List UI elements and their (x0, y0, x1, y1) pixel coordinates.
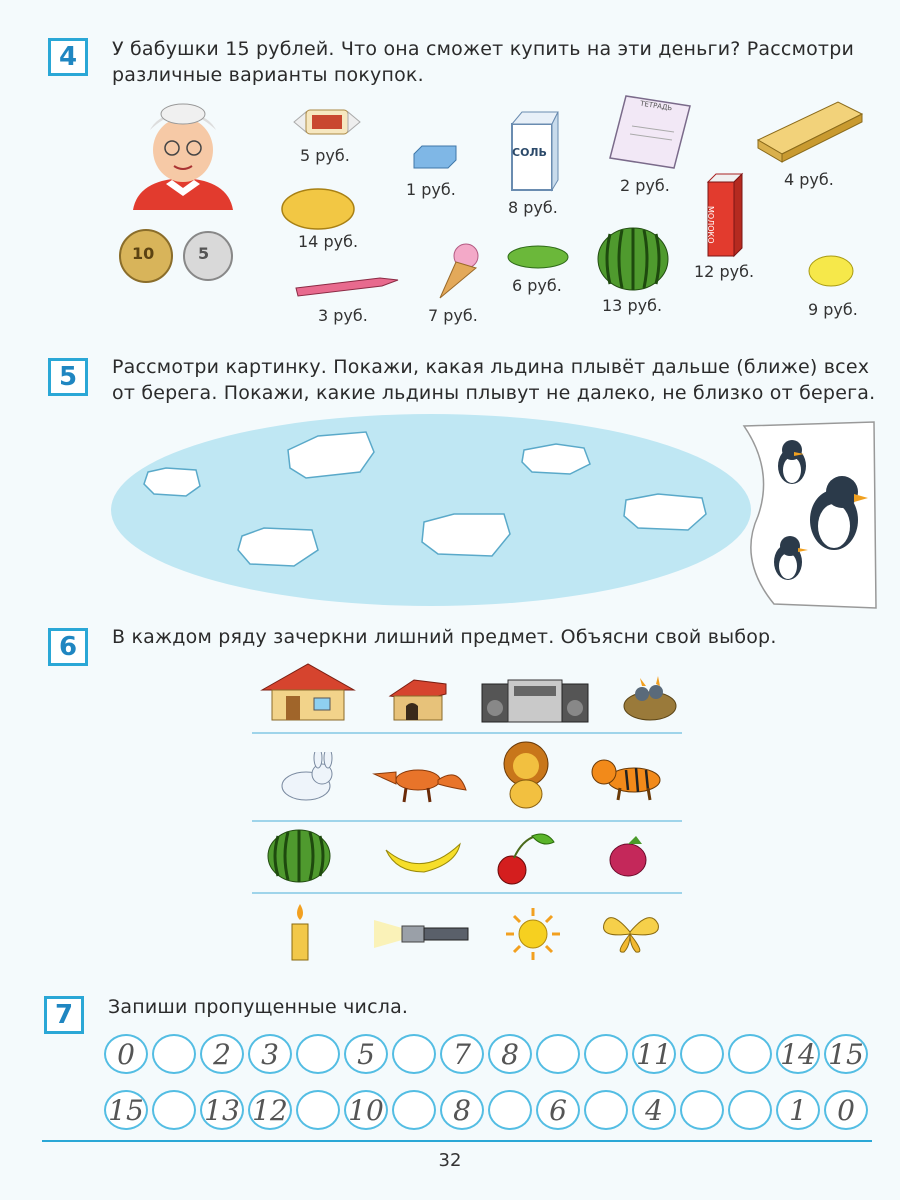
price-eraser: 1 руб. (406, 180, 456, 199)
ice-floe-far-left (144, 468, 200, 496)
number-circle-empty[interactable] (680, 1090, 724, 1130)
lion-icon[interactable] (496, 740, 556, 810)
watermelon-icon (596, 226, 670, 292)
lemon-icon (806, 252, 856, 290)
number-circle-empty[interactable] (584, 1034, 628, 1074)
row-separator-3 (252, 892, 682, 894)
number-circle-empty[interactable] (152, 1034, 196, 1074)
rabbit-icon[interactable] (266, 752, 338, 804)
eraser-icon (410, 142, 460, 172)
task-6-text: В каждом ряду зачеркни лишний предмет. Объясни свой выбор. (112, 626, 777, 648)
number-circle: 10 (344, 1090, 388, 1130)
price-pen: 3 руб. (318, 306, 368, 325)
number-circle: 1 (776, 1090, 820, 1130)
banana-icon[interactable] (382, 838, 464, 878)
task-4-number: 4 (48, 38, 88, 76)
number-circle: 14 (776, 1034, 820, 1074)
task-4-text-line1: У бабушки 15 рублей. Что она сможет купить на эти деньги? Рассмотри (112, 38, 855, 60)
tiger-icon[interactable] (586, 756, 674, 802)
number-circle-empty[interactable] (152, 1090, 196, 1130)
doghouse-icon[interactable] (386, 678, 450, 722)
shore-with-penguins (734, 420, 880, 610)
price-candy: 5 руб. (300, 146, 350, 165)
number-circle-empty[interactable] (296, 1034, 340, 1074)
number-circle-empty[interactable] (488, 1090, 532, 1130)
number-circle: 5 (344, 1034, 388, 1074)
row-separator-1 (252, 732, 682, 734)
number-circle-empty[interactable] (296, 1090, 340, 1130)
price-ice-cream: 7 руб. (428, 306, 478, 325)
water-scene (108, 410, 754, 610)
ice-floe-right (624, 494, 706, 530)
page-bottom-line (42, 1140, 872, 1142)
raspberry-icon[interactable] (606, 834, 654, 880)
candle-icon[interactable] (286, 902, 314, 962)
row-separator-2 (252, 820, 682, 822)
row3-watermelon-icon[interactable] (266, 828, 332, 884)
coin-5: 5 (198, 244, 210, 263)
number-circle: 0 (824, 1090, 868, 1130)
number-circle-empty[interactable] (584, 1090, 628, 1130)
cherry-icon[interactable] (496, 830, 556, 886)
pen-icon (290, 270, 402, 300)
price-lemon: 9 руб. (808, 300, 858, 319)
number-circle-empty[interactable] (728, 1090, 772, 1130)
stereo-icon[interactable] (480, 676, 590, 724)
task-5-text-line2: от берега. Покажи, какие льдины плывут не далеко, не близко от берега. (112, 382, 876, 404)
price-salt: 8 руб. (508, 198, 558, 217)
number-circle: 7 (440, 1034, 484, 1074)
number-circle-empty[interactable] (392, 1090, 436, 1130)
number-circle: 4 (632, 1090, 676, 1130)
number-circle: 15 (824, 1034, 868, 1074)
price-melon: 14 руб. (298, 232, 359, 251)
salt-label: СОЛЬ (512, 146, 547, 159)
number-circle: 6 (536, 1090, 580, 1130)
ice-floe-bottom-center (422, 514, 510, 556)
flashlight-icon[interactable] (372, 914, 472, 954)
juice-box-label: МОЛОКО (706, 206, 715, 244)
number-circle-empty[interactable] (536, 1034, 580, 1074)
number-circle: 8 (488, 1034, 532, 1074)
number-circle: 0 (104, 1034, 148, 1074)
melon-icon (280, 186, 356, 232)
price-watermelon: 13 руб. (602, 296, 663, 315)
ice-floe-top-right (522, 444, 590, 474)
price-cucumber: 6 руб. (512, 276, 562, 295)
notebook-label: ТЕТРАДЬ (639, 99, 673, 113)
ice-cream-icon (432, 242, 484, 302)
number-circle: 13 (200, 1090, 244, 1130)
coin-10: 10 (132, 244, 155, 263)
number-circle-empty[interactable] (392, 1034, 436, 1074)
price-notebook: 2 руб. (620, 176, 670, 195)
task-6-number: 6 (48, 628, 88, 666)
task-7-number: 7 (44, 996, 84, 1034)
number-circle: 11 (632, 1034, 676, 1074)
page-number: 32 (438, 1150, 462, 1171)
price-juice-box: 12 руб. (694, 262, 755, 281)
grandmother-illustration (128, 100, 238, 210)
number-circle: 3 (248, 1034, 292, 1074)
task-4-text-line2: различные варианты покупок. (112, 64, 424, 86)
number-circle-empty[interactable] (728, 1034, 772, 1074)
number-circle: 15 (104, 1090, 148, 1130)
number-circle: 12 (248, 1090, 292, 1130)
task-7-text: Запиши пропущенные числа. (108, 996, 409, 1018)
pencil-case-icon (754, 96, 866, 166)
fox-icon[interactable] (372, 756, 468, 804)
sun-icon[interactable] (500, 906, 566, 960)
number-circle-empty[interactable] (680, 1034, 724, 1074)
nest-icon[interactable] (620, 674, 680, 724)
task-5-text-line1: Рассмотри картинку. Покажи, какая льдина плывёт дальше (ближе) всех (112, 356, 870, 378)
cucumber-icon (506, 242, 572, 272)
task-5-number: 5 (48, 358, 88, 396)
candy-icon (292, 106, 362, 138)
number-circle: 8 (440, 1090, 484, 1130)
house-icon[interactable] (258, 662, 358, 722)
number-circle: 2 (200, 1034, 244, 1074)
butterfly-icon[interactable] (600, 910, 662, 956)
price-pencil-case: 4 руб. (784, 170, 834, 189)
